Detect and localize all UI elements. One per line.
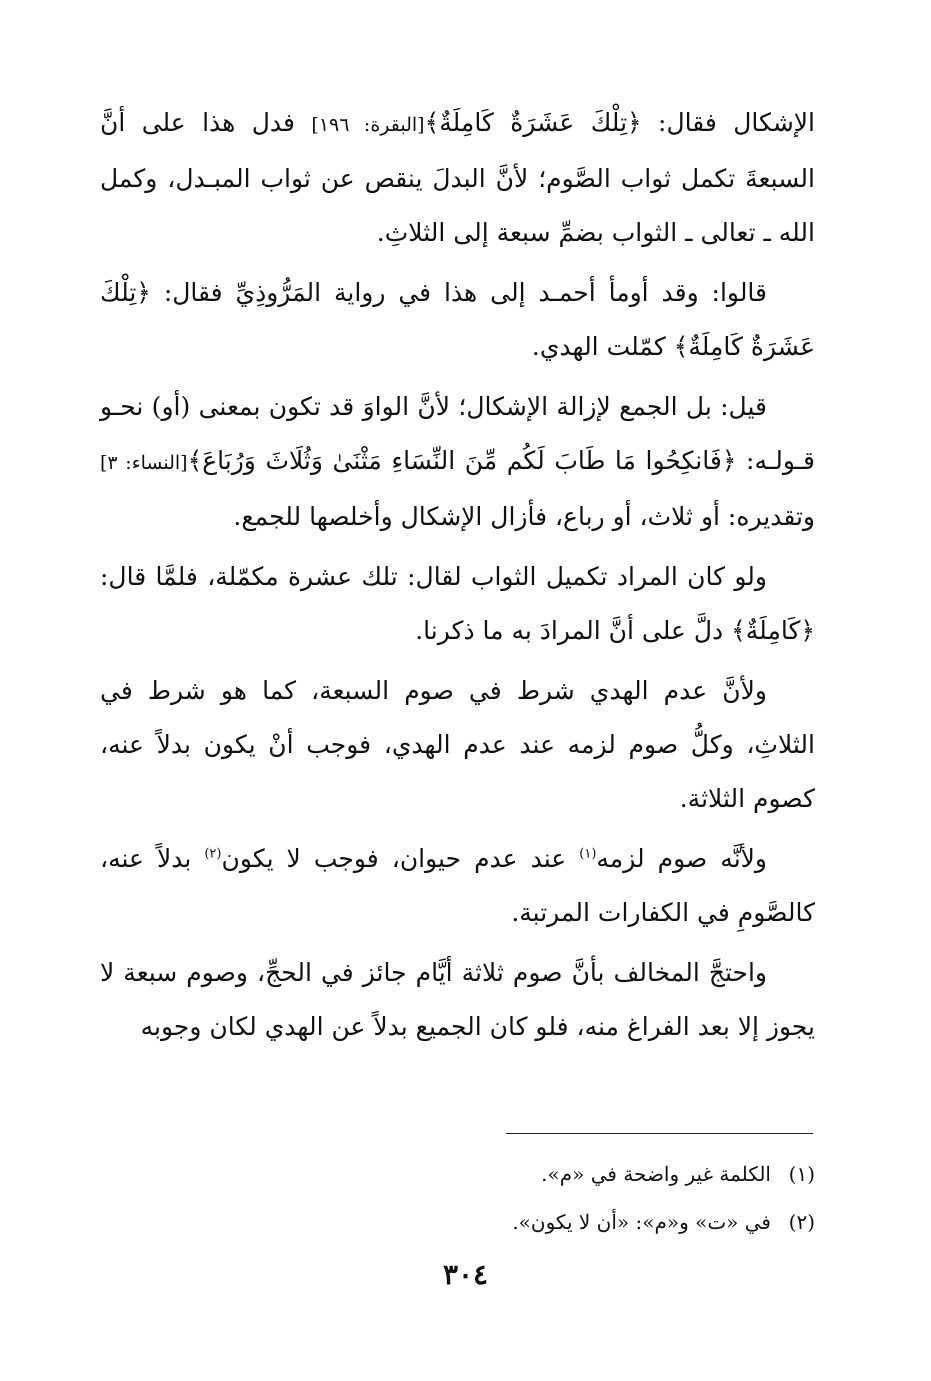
footnote-1	[100, 1150, 815, 1198]
footnote-text: الكلمة غير واضحة في «م».	[541, 1162, 771, 1186]
paragraph-5: ولأنَّ عدم الهدي شرط في صوم السبعة، كما هو شرط في الثلاثِ، وكلُّ صوم لزمه عند عدم الهدي، فوجب أنْ يكون بدلاً عنه، كصوم الثلاثة.	[100, 676, 815, 813]
footnote-number: (٢)	[788, 1210, 815, 1234]
quran-quote: ﴿تِلْكَ عَشَرَةٌ كَامِلَةٌ﴾	[424, 108, 642, 137]
footnote-separator	[506, 1133, 813, 1134]
paragraph-2-lead: قالوا: وقد أومأ أحمـد إلى هذا في رواية المَرُّوذِيِّ فقال:	[150, 278, 767, 307]
paragraph-6-part-b: عند عدم حيوان، فوجب لا يكون	[221, 844, 580, 873]
footnote-2	[100, 1198, 815, 1246]
quran-quote: ﴿تِلْكَ عَشَرَةٌ كَامِلَةٌ﴾	[100, 278, 815, 361]
paragraph-7: واحتجَّ المخالف بأنَّ صوم ثلاثة أيَّام جائز في الحجِّ، وصوم سبعة لا يجوز إلا بعد الفراغ منه، فلو كان الجميع بدلاً عن الهدي لكان وجوبه	[100, 958, 815, 1041]
paragraph-3-rest: وتقديره: أو ثلاث، أو رباع، فأزال الإشكال وأخلصها للجمع.	[233, 502, 815, 531]
footnote-ref-2[interactable]: (٢)	[204, 846, 222, 862]
paragraph-2	[100, 266, 815, 374]
paragraph-2-rest: كمّلت الهدي.	[531, 332, 674, 361]
paragraph-1	[100, 96, 815, 260]
quran-reference: [البقرة: ١٩٦]	[311, 114, 425, 136]
paragraph-6-part-a: ولأنَّه صوم لزمه	[596, 844, 767, 873]
footnote-number: (١)	[788, 1162, 815, 1186]
paragraph-3-lead: قيل: بل الجمع لإزالة الإشكال؛ لأنَّ الواوَ قد تكون بمعنى (أو) نحـو قـولـه:	[100, 392, 816, 475]
footnotes	[100, 1150, 815, 1246]
footnote-ref-1[interactable]: (١)	[579, 846, 597, 862]
quran-quote: ﴿كَامِلَةٌ﴾	[731, 616, 815, 645]
quran-reference: [النساء: ٣]	[100, 452, 188, 474]
paragraph-6	[100, 832, 815, 940]
paragraph-3	[100, 380, 815, 544]
paragraph-6-part-c: بدلاً عنه، كالصَّومِ في الكفارات المرتبة.	[100, 844, 815, 927]
paragraph-4-rest: دلَّ على أنَّ المرادَ به ما ذكرنا.	[415, 616, 732, 645]
quran-quote: ﴿فَانكِحُوا مَا طَابَ لَكُم مِّنَ النِّسَاءِ مَثْنَىٰ وَثُلَاثَ وَرُبَاعَ﴾	[187, 446, 737, 475]
paragraph-1-lead: الإشكال فقال:	[641, 108, 815, 137]
page-body	[100, 96, 815, 1060]
paragraph-4	[100, 550, 815, 658]
footnote-text: في «ت» و«م»: «أن لا يكون».	[512, 1210, 771, 1234]
paragraph-4-lead: ولو كان المراد تكميل الثواب لقال: تلك عشرة مكمّلة، فلمَّا قال:	[100, 562, 767, 591]
page-number: ٣٠٤	[442, 1258, 489, 1291]
paragraph-1-rest: فدل هذا على أنَّ السبعةَ تكمل ثواب الصَّوم؛ لأنَّ البدلَ ينقص عن ثواب المبـدل، وكمل الله ـ تعالى ـ الثواب بضمِّ سبعة إلى الثلاثِ.	[100, 108, 815, 247]
